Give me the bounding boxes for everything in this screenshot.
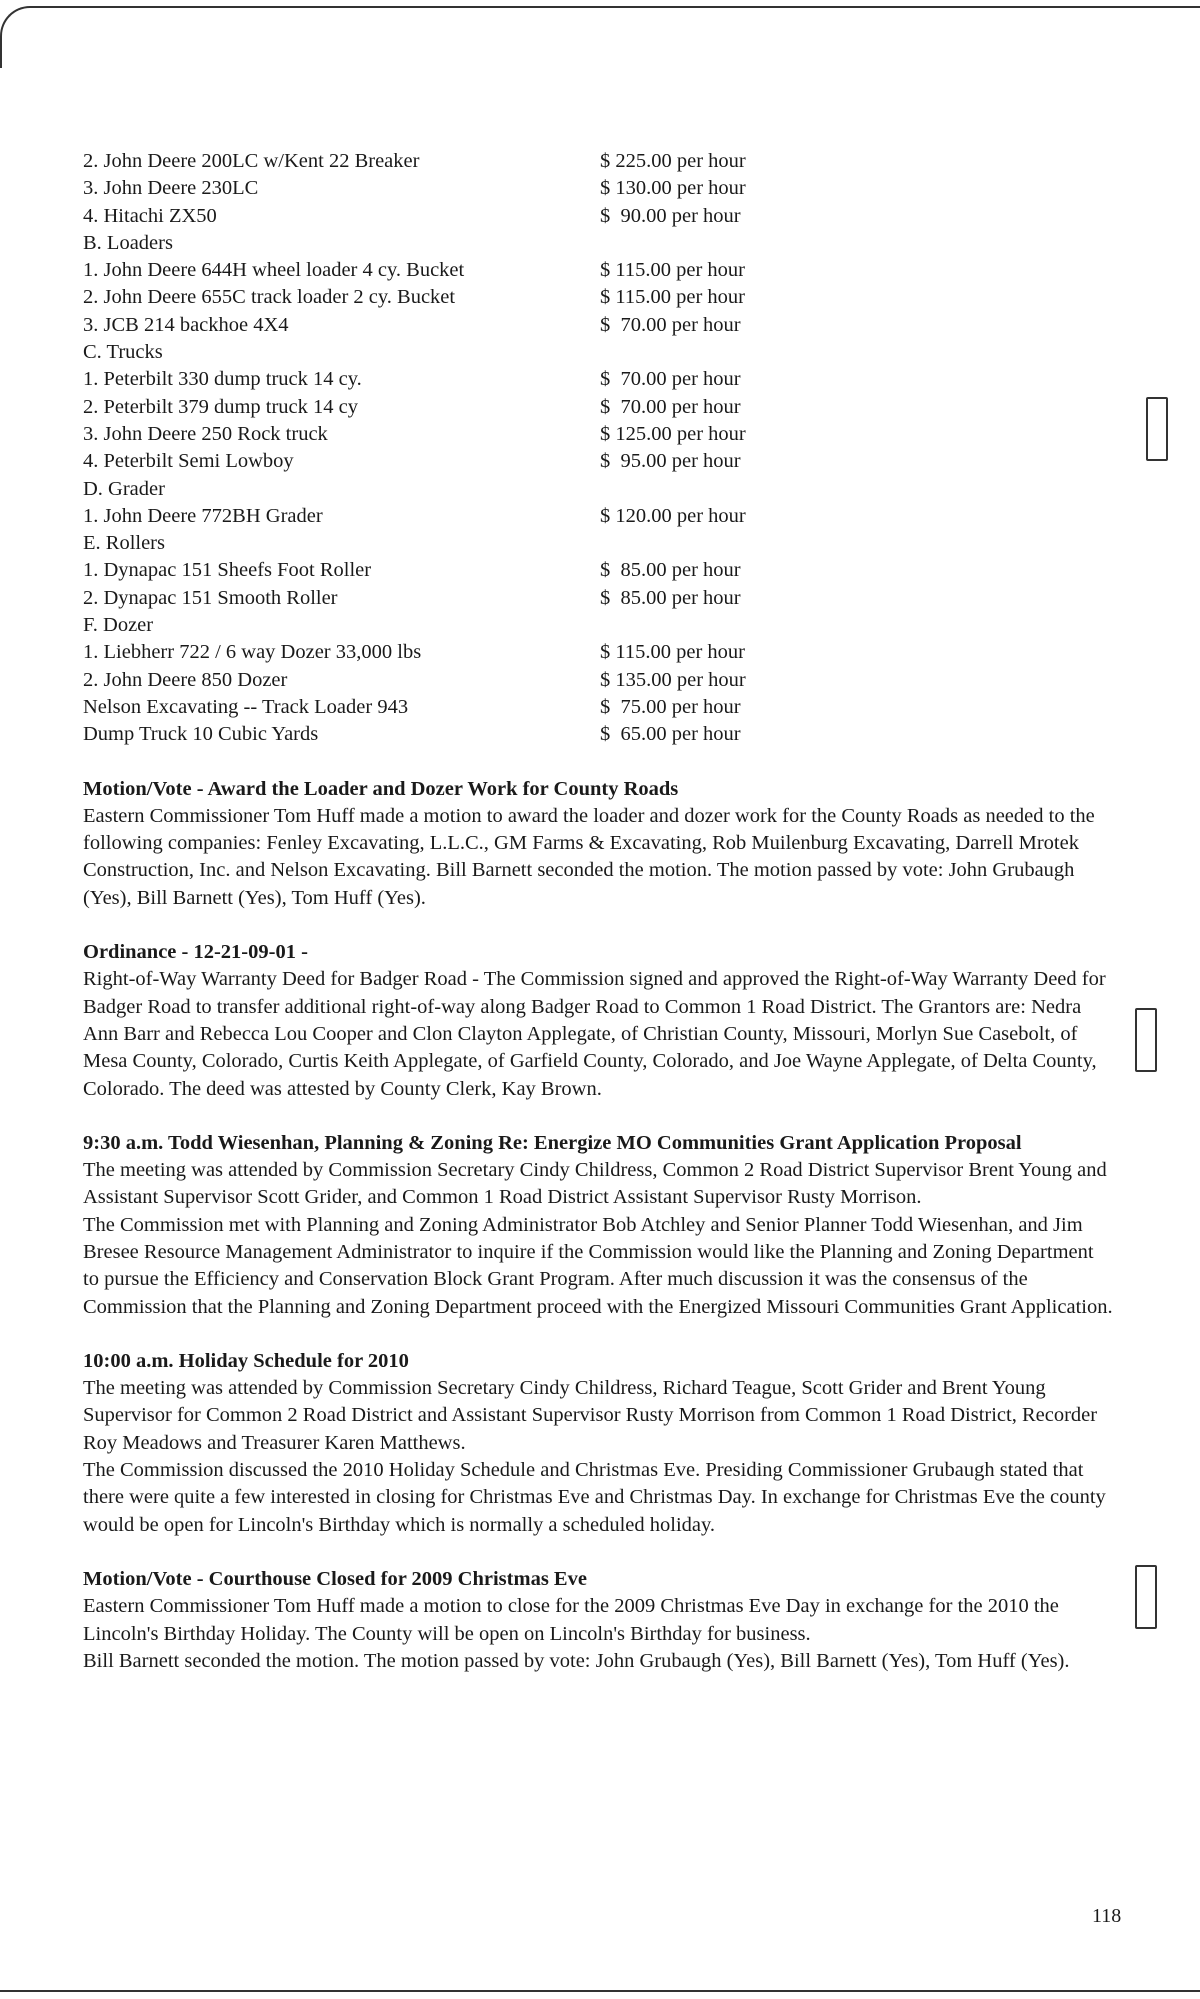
page-content bbox=[83, 148, 1113, 1675]
rate-row bbox=[83, 503, 1113, 530]
hourly-rate: $ 125.00 per hour bbox=[600, 422, 746, 445]
rate-category-heading: B. Loaders bbox=[83, 231, 173, 254]
rate-row bbox=[83, 585, 1113, 612]
hourly-rate: $ 115.00 per hour bbox=[600, 286, 745, 309]
rate-row bbox=[83, 257, 1113, 284]
equipment-name: 3. John Deere 250 Rock truck bbox=[83, 422, 328, 445]
hourly-rate: $ 70.00 per hour bbox=[600, 313, 741, 336]
equipment-name: 1. John Deere 644H wheel loader 4 cy. Bucket bbox=[83, 259, 465, 282]
page-number: 118 bbox=[1092, 1905, 1122, 1927]
section-ordinance bbox=[83, 939, 1113, 1103]
rate-category-heading: E. Rollers bbox=[83, 532, 165, 555]
rate-row bbox=[83, 639, 1113, 666]
equipment-name: 1. Peterbilt 330 dump truck 14 cy. bbox=[83, 368, 362, 391]
margin-bracket bbox=[1146, 397, 1168, 461]
section-title: Motion/Vote - Courthouse Closed for 2009 Christmas Eve bbox=[83, 1567, 587, 1590]
equipment-name: 4. Peterbilt Semi Lowboy bbox=[83, 450, 294, 473]
rate-row bbox=[83, 394, 1113, 421]
page-top-rule bbox=[30, 6, 1200, 8]
hourly-rate: $ 70.00 per hour bbox=[600, 395, 741, 418]
equipment-name: Nelson Excavating -- Track Loader 943 bbox=[83, 695, 409, 718]
section-title: Motion/Vote - Award the Loader and Dozer Work for County Roads bbox=[83, 777, 679, 800]
section-title: 10:00 a.m. Holiday Schedule for 2010 bbox=[83, 1349, 409, 1372]
equipment-name: 2. Peterbilt 379 dump truck 14 cy bbox=[83, 395, 358, 418]
hourly-rate: $ 65.00 per hour bbox=[600, 723, 741, 746]
equipment-name: 2. John Deere 200LC w/Kent 22 Breaker bbox=[83, 150, 420, 172]
equipment-name: 1. Dynapac 151 Sheefs Foot Roller bbox=[83, 559, 372, 582]
rate-category-heading: C. Trucks bbox=[83, 341, 163, 364]
section-title: 9:30 a.m. Todd Wiesenhan, Planning & Zoning Re: Energize MO Communities Grant Application Proposal bbox=[83, 1131, 1022, 1154]
section-award-loader-dozer bbox=[83, 776, 1113, 912]
hourly-rate: $ 90.00 per hour bbox=[600, 204, 741, 227]
hourly-rate: $ 95.00 per hour bbox=[600, 450, 741, 473]
section-paragraph: The Commission discussed the 2010 Holiday Schedule and Christmas Eve. Presiding Commissioner Grubaugh stated that there were quite a few interested in closing for Christmas Eve and Christmas Day. In exchange for Christmas Eve the county would be open for Lincoln's Birthday which is normally a scheduled holiday. bbox=[83, 1459, 1106, 1536]
equipment-name: 2. John Deere 655C track loader 2 cy. Bucket bbox=[83, 286, 456, 309]
rate-row bbox=[83, 366, 1113, 393]
page-bottom-rule bbox=[0, 1990, 1200, 1992]
section-title: Ordinance - 12-21-09-01 - bbox=[83, 941, 308, 964]
hourly-rate: $ 120.00 per hour bbox=[600, 504, 746, 527]
equipment-name: 2. John Deere 850 Dozer bbox=[83, 668, 288, 691]
equipment-name: 1. John Deere 772BH Grader bbox=[83, 504, 323, 527]
rate-row bbox=[83, 667, 1113, 694]
rate-row bbox=[83, 312, 1113, 339]
rate-row bbox=[83, 694, 1113, 721]
rate-row bbox=[83, 448, 1113, 475]
hourly-rate: $ 135.00 per hour bbox=[600, 668, 746, 691]
section-paragraph: Eastern Commissioner Tom Huff made a motion to award the loader and dozer work for the County Roads as needed to the following companies: Fenley Excavating, L.L.C., GM Farms & Excavating, Rob Muilenburg Excavating, Darrell Mrotek Construction, Inc. and Nelson Excavating. Bill Barnett seconded the motion. The motion passed by vote: John Grubaugh (Yes), Bill Barnett (Yes), Tom Huff (Yes). bbox=[83, 804, 1095, 909]
equipment-name: 2. Dynapac 151 Smooth Roller bbox=[83, 586, 338, 609]
rate-row bbox=[83, 175, 1113, 202]
section-paragraph: Bill Barnett seconded the motion. The motion passed by vote: John Grubaugh (Yes), Bill Barnett (Yes), Tom Huff (Yes). bbox=[83, 1649, 1070, 1672]
rate-row bbox=[83, 421, 1113, 448]
hourly-rate: $ 85.00 per hour bbox=[600, 559, 741, 582]
equipment-name: Dump Truck 10 Cubic Yards bbox=[83, 723, 319, 746]
rate-row bbox=[83, 284, 1113, 311]
section-courthouse-closed bbox=[83, 1566, 1113, 1675]
rate-row bbox=[83, 721, 1113, 748]
rate-category-heading: F. Dozer bbox=[83, 614, 154, 637]
hourly-rate: $ 75.00 per hour bbox=[600, 695, 741, 718]
hourly-rate: $ 70.00 per hour bbox=[600, 368, 741, 391]
section-paragraph: The Commission met with Planning and Zoning Administrator Bob Atchley and Senior Planner Todd Wiesenhan, and Jim Bresee Resource Management Administrator to inquire if the Commission would like the Planning and Zoning Department to pursue the Efficiency and Conservation Block Grant Program. After much discussion it was the consensus of the Commission that the Planning and Zoning Department proceed with the Energized Missouri Communities Grant Application. bbox=[83, 1213, 1113, 1318]
section-paragraph: Right-of-Way Warranty Deed for Badger Road - The Commission signed and approved the Right-of-Way Warranty Deed for Badger Road to transfer additional right-of-way along Badger Road to Common 1 Road District. The Grantors are: Nedra Ann Barr and Rebecca Lou Cooper and Clon Clayton Applegate, of Christian County, Missouri, Morlyn Sue Casebolt, of Mesa County, Colorado, Curtis Keith Applegate, of Garfield County, Colorado, and Joe Wayne Applegate, of Delta County, Colorado. The deed was attested by County Clerk, Kay Brown. bbox=[83, 968, 1106, 1100]
equipment-name: 3. John Deere 230LC bbox=[83, 177, 259, 200]
hourly-rate: $ 225.00 per hour bbox=[600, 150, 746, 172]
hourly-rate: $ 115.00 per hour bbox=[600, 259, 745, 282]
hourly-rate: $ 115.00 per hour bbox=[600, 641, 745, 664]
equipment-name: 4. Hitachi ZX50 bbox=[83, 204, 217, 227]
hourly-rate: $ 130.00 per hour bbox=[600, 177, 746, 200]
hourly-rate: $ 85.00 per hour bbox=[600, 586, 741, 609]
margin-bracket bbox=[1135, 1565, 1157, 1629]
margin-bracket bbox=[1135, 1008, 1157, 1072]
section-planning-zoning bbox=[83, 1130, 1113, 1321]
page-border-curve bbox=[0, 6, 32, 68]
section-holiday-schedule bbox=[83, 1348, 1113, 1539]
equipment-rate-list bbox=[83, 148, 1113, 749]
rate-row bbox=[83, 148, 1113, 175]
section-paragraph: Eastern Commissioner Tom Huff made a motion to close for the 2009 Christmas Eve Day in exchange for the 2010 the Lincoln's Birthday Holiday. The County will be open on Lincoln's Birthday for business. bbox=[83, 1595, 1059, 1645]
equipment-name: 3. JCB 214 backhoe 4X4 bbox=[83, 313, 289, 336]
section-paragraph: The meeting was attended by Commission Secretary Cindy Childress, Richard Teague, Scott Grider and Brent Young Supervisor for Common 2 Road District and Assistant Supervisor Rusty Morrison from Common 1 Road District, Recorder Roy Meadows and Treasurer Karen Matthews. bbox=[83, 1377, 1098, 1454]
rate-row bbox=[83, 203, 1113, 230]
section-paragraph: The meeting was attended by Commission Secretary Cindy Childress, Common 2 Road District Supervisor Brent Young and Assistant Supervisor Scott Grider, and Common 1 Road District Assistant Supervisor Rusty Morrison. bbox=[83, 1159, 1107, 1209]
rate-row bbox=[83, 557, 1113, 584]
equipment-name: 1. Liebherr 722 / 6 way Dozer 33,000 lbs bbox=[83, 641, 422, 664]
rate-category-heading: D. Grader bbox=[83, 477, 165, 500]
